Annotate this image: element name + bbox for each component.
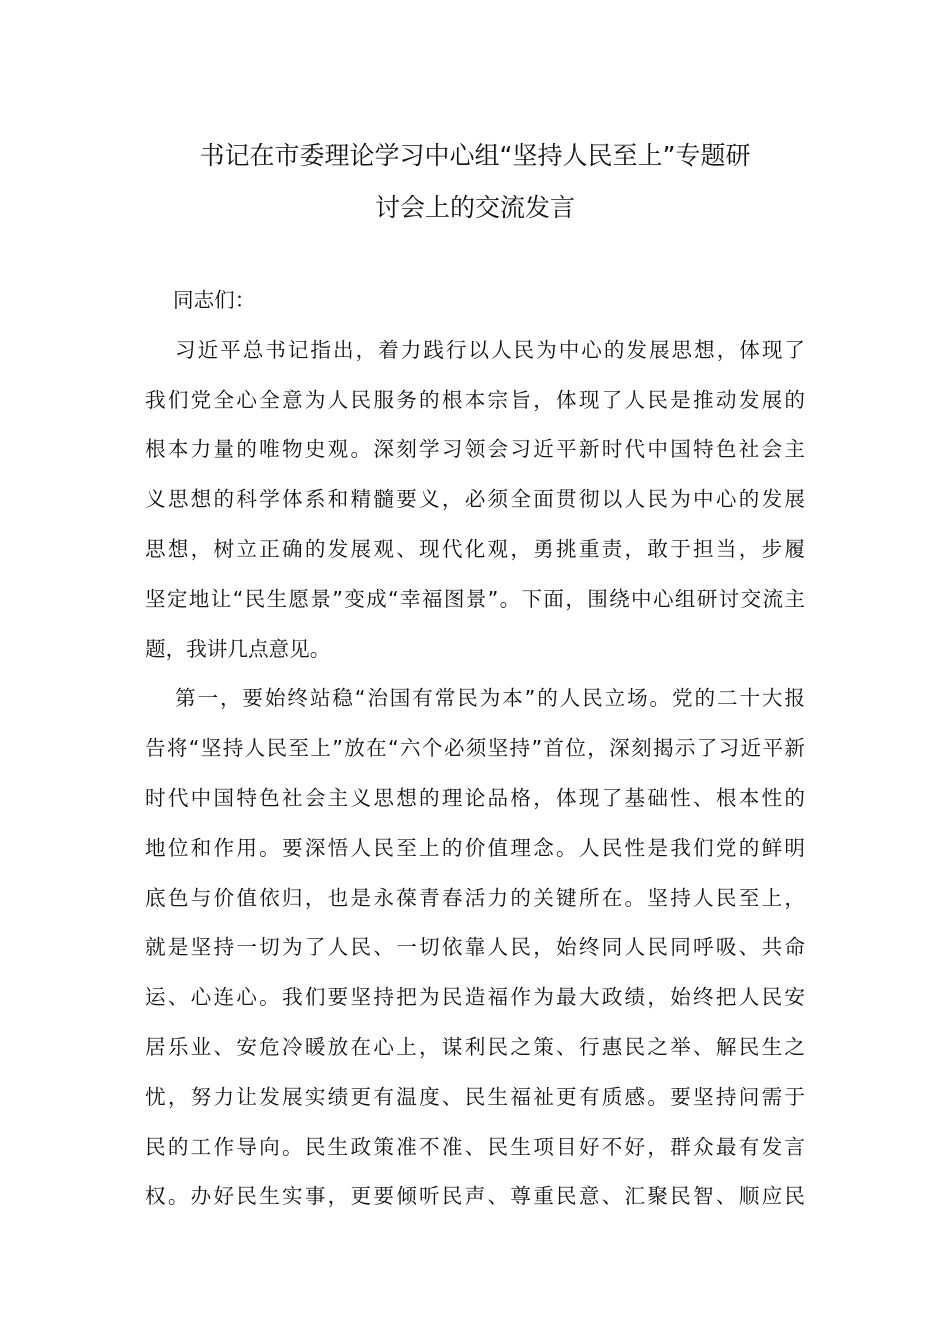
text-line: 我们党全心全意为人民服务的根本宗旨，体现了人民是推动发展的	[145, 387, 805, 412]
text-line: 思想，树立正确的发展观、现代化观，勇挑重责，敢于担当，步履	[145, 536, 805, 561]
text-line: 运、心连心。我们要坚持把为民造福作为最大政绩，始终把人民安	[145, 985, 805, 1010]
paragraph-intro	[145, 326, 805, 675]
text-line: 第一，要始终站稳“治国有常民为本”的人民立场。党的二十大报	[175, 686, 805, 711]
greeting: 同志们：	[173, 288, 256, 312]
text-line: 底色与价值依归，也是永葆青春活力的关键所在。坚持人民至上，	[145, 885, 805, 910]
paragraph-first-point	[145, 674, 805, 1222]
text-line: 地位和作用。要深悟人民至上的价值理念。人民性是我们党的鲜明	[145, 835, 805, 860]
text-line: 权。办好民生实事，更要倾听民声、尊重民意、汇聚民智、顺应民	[145, 1184, 805, 1209]
document-body	[145, 276, 805, 1222]
text-line: 告将“坚持人民至上”放在“六个必须坚持”首位，深刻揭示了习近平新	[145, 736, 805, 761]
text-line: 坚定地让“民生愿景”变成“幸福图景”。下面，围绕中心组研讨交流主	[145, 586, 805, 611]
text-line: 居乐业、安危冷暖放在心上，谋利民之策、行惠民之举、解民生之	[145, 1034, 805, 1059]
text-line: 义思想的科学体系和精髓要义，必须全面贯彻以人民为中心的发展	[145, 487, 805, 512]
document-title	[145, 130, 805, 234]
text-line: 习近平总书记指出，着力践行以人民为中心的发展思想，体现了	[175, 337, 805, 362]
title-line: 书记在市委理论学习中心组“坚持人民至上”专题研	[199, 141, 751, 170]
text-line: 根本力量的唯物史观。深刻学习领会习近平新时代中国特色社会主	[145, 437, 805, 462]
title-line: 讨会上的交流发言	[374, 193, 575, 222]
text-line: 题，我讲几点意见。	[145, 636, 331, 661]
text-line: 就是坚持一切为了人民、一切依靠人民，始终同人民同呼吸、共命	[145, 935, 805, 960]
text-line: 忧，努力让发展实绩更有温度、民生福祉更有质感。要坚持问需于	[145, 1084, 805, 1109]
text-line: 时代中国特色社会主义思想的理论品格，体现了基础性、根本性的	[145, 785, 805, 810]
text-line: 民的工作导向。民生政策准不准、民生项目好不好，群众最有发言	[145, 1134, 805, 1159]
